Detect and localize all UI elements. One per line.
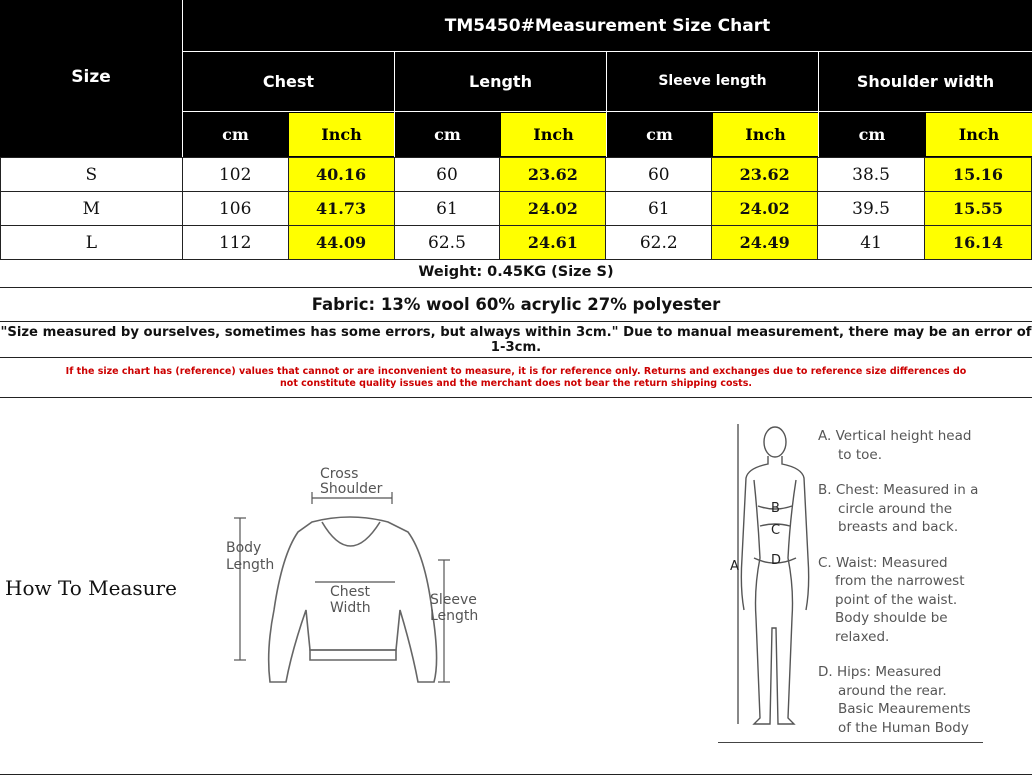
value-cell: 102 <box>182 158 288 192</box>
body-letter-d: D <box>771 553 782 568</box>
body-letter-c: C <box>771 523 781 538</box>
fabric-row <box>0 288 1032 322</box>
value-cell: 40.16 <box>288 158 394 192</box>
unit-cm-chest <box>183 113 288 156</box>
column-sleeve-length <box>607 52 818 110</box>
unit-inch-sleeve <box>713 113 818 156</box>
weight-text: Weight: 0.45KG (Size S) <box>418 263 614 280</box>
unit-inch-text: Inch <box>321 125 362 144</box>
value-cell: 23.62 <box>712 158 818 192</box>
value-cell: 15.55 <box>925 192 1032 226</box>
measurement-list <box>818 427 1018 738</box>
value-cell: 61 <box>394 192 500 226</box>
value-cell: 41.73 <box>288 192 394 226</box>
size-table <box>0 157 1032 260</box>
measurement-line: around the rear. <box>838 682 947 699</box>
unit-inch-text: Inch <box>958 125 1000 144</box>
value-cell: 62.5 <box>394 226 500 260</box>
table-row <box>1 158 1032 192</box>
body-outline <box>738 424 809 724</box>
measurement-line: B. Chest: Measured in a <box>818 482 979 498</box>
value-cell: 61 <box>606 192 712 226</box>
column-length-label: Length <box>469 71 532 91</box>
weight-row <box>0 256 1032 288</box>
size-cell: S <box>1 158 183 192</box>
how-to-title-text: How To Measure <box>5 576 177 600</box>
value-cell: 60 <box>394 158 500 192</box>
measurement-line: to toe. <box>838 446 882 463</box>
column-chest <box>183 52 394 110</box>
disclaimer-row <box>0 358 1032 398</box>
measurement-line: D. Hips: Measured <box>818 664 942 680</box>
note-text: "Size measured by ourselves, sometimes has some errors, but always within 3cm." Due to manual measurement, there may be an error of 1-3cm. <box>0 324 1032 355</box>
measurement-line: Basic Meaurements <box>838 701 971 717</box>
unit-inch-text: Inch <box>533 125 574 144</box>
unit-inch-chest <box>289 113 394 156</box>
body-letter-b: B <box>771 501 780 516</box>
cross-shoulder-label: Cross <box>320 466 359 482</box>
measurement-line: A. Vertical height head <box>818 428 972 444</box>
column-length <box>395 52 606 110</box>
unit-cm-text: cm <box>858 125 886 144</box>
measurement-line: C. Waist: Measured <box>818 554 948 571</box>
size-header <box>0 0 182 157</box>
header-divider <box>182 0 183 157</box>
unit-cm-text: cm <box>222 125 249 144</box>
body-diagram <box>718 418 818 748</box>
value-cell: 106 <box>182 192 288 226</box>
header-divider <box>606 51 607 157</box>
size-header-label: Size <box>71 66 111 87</box>
header-divider <box>818 51 819 157</box>
measurement-d <box>818 663 1018 737</box>
measurement-line: breasts and back. <box>838 519 959 535</box>
unit-cm-sleeve <box>607 113 712 156</box>
value-cell: 23.62 <box>500 158 606 192</box>
header-divider <box>394 51 395 157</box>
measurement-c <box>818 554 1018 647</box>
chest-width-label: Width <box>330 600 371 616</box>
value-cell: 24.61 <box>500 226 606 260</box>
note-row <box>0 322 1032 358</box>
value-cell: 60 <box>606 158 712 192</box>
fabric-text: Fabric: 13% wool 60% acrylic 27% polyester <box>311 295 721 314</box>
value-cell: 44.09 <box>288 226 394 260</box>
measurement-line: relaxed. <box>835 628 890 645</box>
body-diagram-baseline <box>718 742 983 743</box>
size-cell: L <box>1 226 183 260</box>
body-length-label: Length <box>226 557 275 573</box>
measurement-line: from the narrowest <box>835 573 965 589</box>
header-divider <box>182 51 1032 52</box>
column-shoulder-width-label: Shoulder width <box>856 71 995 91</box>
disclaimer-text: If the size chart has (reference) values that cannot or are inconvenient to measure, it is for reference only. Returns and exchanges due to reference size differences do not constitute quality issues and the merchant does not bear the return shipping costs. <box>65 365 967 389</box>
chart-title-text: TM5450#Measurement Size Chart <box>444 15 771 36</box>
measurement-a <box>818 427 1018 464</box>
cross-shoulder-label: Shoulder <box>320 481 383 497</box>
header-divider <box>182 111 1032 112</box>
unit-cm-text: cm <box>646 125 673 144</box>
table-row <box>1 226 1032 260</box>
measurement-b <box>818 481 1018 537</box>
value-cell: 38.5 <box>818 158 925 192</box>
table-row <box>1 192 1032 226</box>
measurement-line: of the Human Body <box>838 719 969 736</box>
column-shoulder-width <box>819 52 1032 110</box>
value-cell: 39.5 <box>818 192 925 226</box>
how-to-title <box>5 576 177 600</box>
column-chest-label: Chest <box>262 71 315 91</box>
measurement-line: circle around the <box>838 500 953 517</box>
value-cell: 112 <box>182 226 288 260</box>
chart-title <box>183 0 1032 51</box>
sleeve-length-label: Length <box>430 608 479 624</box>
chest-width-label: Chest <box>330 584 371 600</box>
body-letter-a: A <box>730 559 739 574</box>
value-cell: 15.16 <box>925 158 1032 192</box>
unit-inch-text: Inch <box>745 125 786 144</box>
unit-cm-text: cm <box>434 125 461 144</box>
body-length-label: Body <box>226 540 262 556</box>
sweater-diagram <box>220 460 490 690</box>
unit-inch-shoulder <box>926 113 1032 156</box>
value-cell: 62.2 <box>606 226 712 260</box>
measurement-line: point of the waist. <box>835 591 958 608</box>
value-cell: 24.49 <box>712 226 818 260</box>
unit-cm-length <box>395 113 500 156</box>
value-cell: 24.02 <box>712 192 818 226</box>
unit-inch-length <box>501 113 606 156</box>
value-cell: 41 <box>818 226 925 260</box>
column-sleeve-length-label: Sleeve length <box>658 73 767 89</box>
value-cell: 16.14 <box>925 226 1032 260</box>
measurement-line: Body shoulde be <box>835 610 948 626</box>
size-cell: M <box>1 192 183 226</box>
unit-cm-shoulder <box>819 113 925 156</box>
value-cell: 24.02 <box>500 192 606 226</box>
sleeve-length-label: Sleeve <box>430 592 477 608</box>
